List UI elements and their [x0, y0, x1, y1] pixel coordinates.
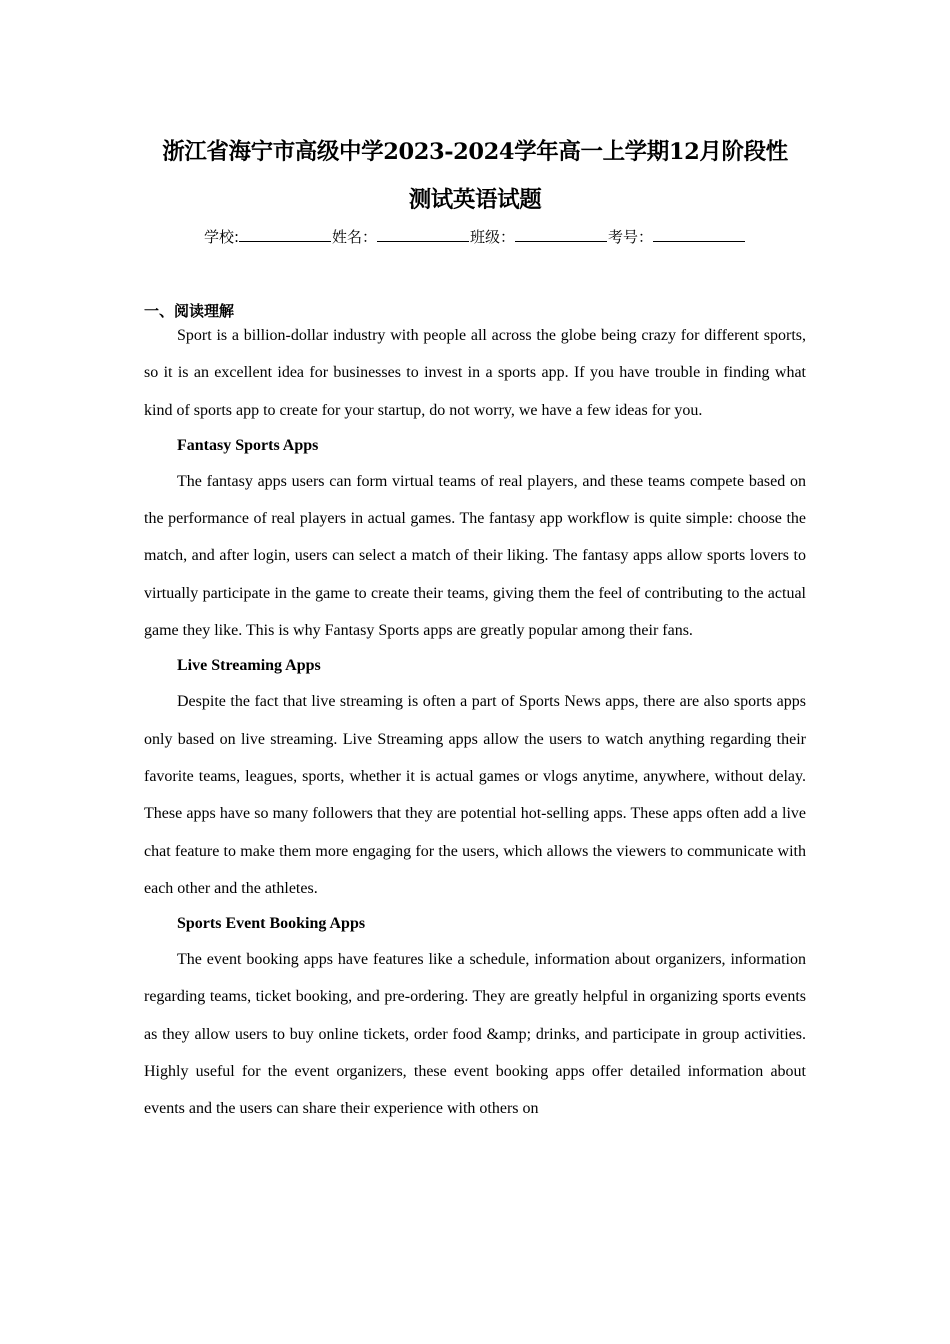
subheading-live-streaming: Live Streaming Apps — [177, 657, 321, 675]
class-blank — [515, 227, 607, 242]
name-label: 姓名： — [332, 228, 378, 246]
title-line-2: 测试英语试题 — [408, 187, 542, 213]
paragraph-fantasy-sports: The fantasy apps users can form virtual teams of real players, and these teams compete based on the performance of real players in actual games. The fantasy app workflow is quite simple: choose the match, and after login, users can select a match of their liking. The fantasy apps allow sports lovers to virtually participate in the game to create their teams, giving them the feel of contributing to the actual game they like. This is why Fantasy Sports apps are greatly popular among their fans. — [144, 472, 806, 640]
paragraph-live-streaming: Despite the fact that live streaming is often a part of Sports News apps, there are also sports apps only based on live streaming. Live Streaming apps allow the users to watch anything regarding their favorite teams, leagues, sports, whether it is actual games or vlogs anytime, anywhere, without delay. These apps have so many followers that they are potential hot-selling apps. These apps often add a live chat feature to make them more engaging for the users, which allows the viewers to communicate with each other and the athletes. — [144, 693, 806, 897]
exam-number-blank — [653, 227, 745, 242]
document-title — [124, 128, 826, 224]
passage-intro: Sport is a billion-dollar industry with people all across the globe being crazy for different sports, so it is an excellent idea for businesses to invest in a sports app. If you have trouble in finding what kind of sports app to create for your startup, do not worry, we have a few ideas for you. — [144, 327, 806, 419]
name-blank — [377, 227, 469, 242]
student-info-line — [144, 226, 806, 248]
section-heading: 一、阅读理解 — [144, 302, 235, 320]
class-label: 班级： — [470, 228, 516, 246]
exam-number-label: 考号： — [608, 228, 654, 246]
subheading-fantasy-sports: Fantasy Sports Apps — [177, 436, 319, 454]
school-blank — [239, 227, 331, 242]
school-label: 学校: — [203, 228, 239, 246]
subheading-event-booking: Sports Event Booking Apps — [177, 915, 366, 933]
paragraph-event-booking: The event booking apps have features like a schedule, information about organizers, information regarding teams, ticket booking, and pre-ordering. They are greatly helpful in organizing sports events as they allow users to buy online tickets, order food &amp; drinks, and participate in group activities. Highly useful for the event organizers, these event booking apps offer detailed information about events and the users can share their experience with others on — [144, 951, 806, 1118]
document-page — [144, 128, 806, 1128]
title-line-1: 浙江省海宁市高级中学2023-2024学年高一上学期12月阶段性 — [162, 139, 788, 165]
